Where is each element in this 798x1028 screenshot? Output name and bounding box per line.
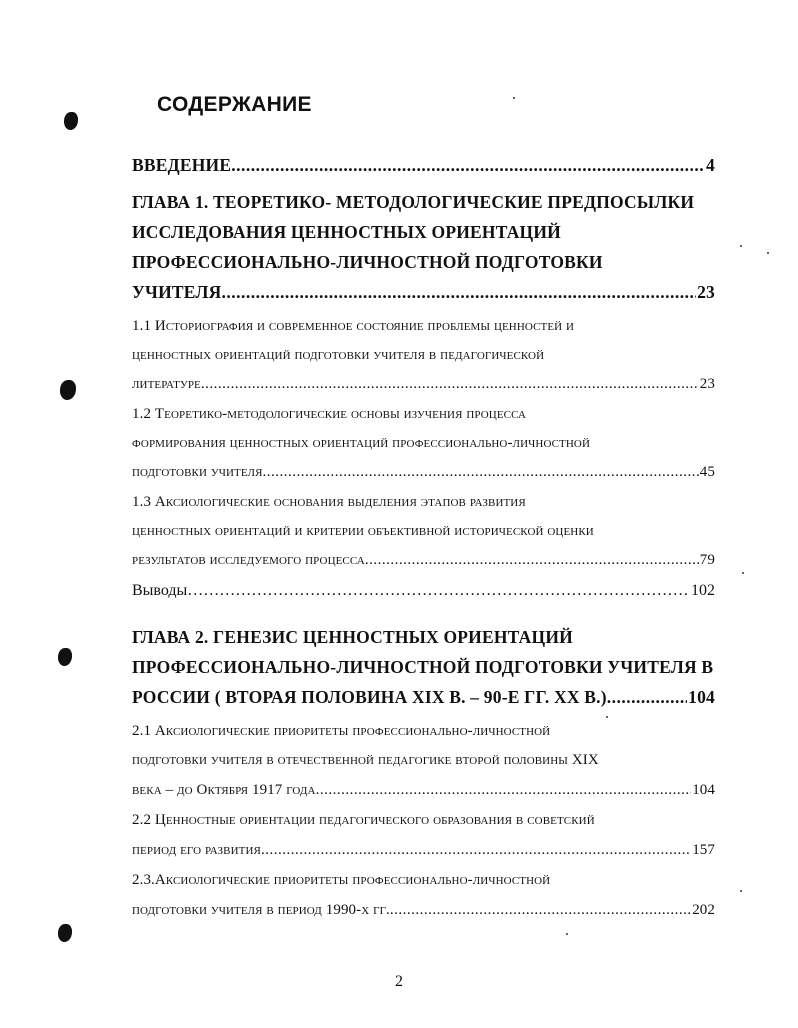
toc-section-line [132, 523, 715, 540]
toc-chapter1-line [132, 192, 715, 213]
toc-line-text: ценностных ориентаций подготовки учителя в педагогической [132, 347, 545, 363]
toc-entry-chapter2 [132, 687, 715, 708]
toc-page-number: 157 [692, 842, 715, 858]
scan-speck [767, 252, 769, 254]
toc-page-number: 102 [691, 582, 715, 599]
scan-speck [566, 933, 568, 935]
toc-entry-intro [132, 155, 715, 176]
toc-leader-dots [261, 842, 691, 859]
toc-page-number: 45 [699, 464, 715, 480]
scan-speck [742, 572, 744, 574]
toc-leader-dots [187, 582, 690, 600]
toc-line-text: 2.2 Ценностные ориентации педагогического образования в советский [132, 812, 595, 828]
toc-leader-dots [390, 902, 691, 919]
toc-entry-1-2 [132, 464, 715, 481]
toc-section-line [132, 435, 715, 452]
toc-page-number: 202 [692, 902, 715, 918]
toc-chapter2-line [132, 627, 715, 648]
toc-line-text: УЧИТЕЛЯ [132, 282, 222, 302]
toc-leader-dots [222, 282, 697, 303]
scan-speck [740, 245, 742, 247]
binder-hole-mark [60, 380, 76, 400]
binder-hole-mark [58, 924, 72, 942]
toc-entry-1-3 [132, 552, 715, 569]
toc-chapter2-line [132, 657, 715, 678]
page-number: 2 [395, 973, 403, 990]
toc-page-number: 79 [699, 552, 715, 568]
toc-line-text: ГЛАВА 1. ТЕОРЕТИКО- МЕТОДОЛОГИЧЕСКИЕ ПРЕДПОСЫЛКИ [132, 192, 695, 212]
toc-line-text: 1.3 Аксиологические основания выделения этапов развития [132, 494, 526, 510]
toc-section-line [132, 347, 715, 364]
toc-line-text: РОССИИ ( ВТОРАЯ ПОЛОВИНА XIX В. – 90-Е ГГ. XX В.) [132, 687, 607, 707]
toc-leader-dots [201, 376, 699, 393]
toc-line-text: века – до Октября 1917 года [132, 782, 316, 798]
page-title: СОДЕРЖАНИЕ [157, 93, 312, 116]
toc-line-text: ценностных ориентаций и критерии объективной исторической оценки [132, 523, 594, 539]
toc-entry-1-1 [132, 376, 715, 393]
toc-section-line [132, 812, 715, 829]
scan-speck [513, 97, 515, 99]
toc-line-text: подготовки учителя в период 1990-х гг. [132, 902, 390, 918]
toc-leader-dots [231, 155, 705, 176]
toc-section-line [132, 752, 715, 769]
toc-line-text: 1.2 Теоретико-методологические основы изучения процесса [132, 406, 527, 422]
toc-line-text: подготовки учителя в отечественной педагогике второй половины XIX [132, 752, 599, 768]
toc-page-number: 23 [697, 282, 715, 302]
toc-line-text: литературе [132, 376, 201, 392]
toc-line-text: 2.1 Аксиологические приоритеты профессионально-личностной [132, 723, 551, 739]
toc-chapter1-line [132, 252, 715, 273]
toc-entry-2-3 [132, 902, 715, 919]
toc-line-text: результатов исследуемого процесса [132, 552, 365, 568]
toc-line-text: ИССЛЕДОВАНИЯ ЦЕННОСТНЫХ ОРИЕНТАЦИЙ [132, 222, 561, 242]
scan-speck [740, 890, 742, 892]
toc-line-text: формирования ценностных ориентаций профессионально-личностной [132, 435, 591, 451]
toc-page-number: 4 [706, 155, 715, 175]
toc-entry-conclusions [132, 582, 715, 600]
toc-chapter1-line [132, 222, 715, 243]
toc-line-text: подготовки учителя [132, 464, 263, 480]
toc-leader-dots [263, 464, 699, 481]
toc-section-line [132, 406, 715, 423]
toc-leader-dots [365, 552, 699, 569]
toc-line-text: Выводы [132, 582, 188, 599]
toc-line-text: ГЛАВА 2. ГЕНЕЗИС ЦЕННОСТНЫХ ОРИЕНТАЦИЙ [132, 627, 573, 647]
toc-section-line [132, 318, 715, 335]
toc-entry-title: ВВЕДЕНИЕ [132, 155, 232, 175]
toc-section-line [132, 723, 715, 740]
toc-entry-2-1 [132, 782, 715, 799]
toc-page-number: 23 [699, 376, 715, 392]
toc-page-number: 104 [688, 687, 715, 707]
binder-hole-mark [58, 648, 72, 666]
toc-page-number: 104 [692, 782, 715, 798]
toc-line-text: ПРОФЕССИОНАЛЬНО-ЛИЧНОСТНОЙ ПОДГОТОВКИ УЧИТЕЛЯ В [132, 657, 714, 677]
binder-hole-mark [64, 112, 78, 130]
toc-leader-dots [316, 782, 692, 799]
toc-entry-2-2 [132, 842, 715, 859]
toc-section-line [132, 872, 715, 889]
toc-line-text: ПРОФЕССИОНАЛЬНО-ЛИЧНОСТНОЙ ПОДГОТОВКИ [132, 252, 603, 272]
toc-section-line [132, 494, 715, 511]
toc-line-text: 1.1 Историография и современное состояние проблемы ценностей и [132, 318, 575, 334]
toc-leader-dots [607, 687, 687, 708]
toc-line-text: 2.3.Аксиологические приоритеты профессионально-личностной [132, 872, 551, 888]
scan-speck [606, 716, 608, 718]
toc-line-text: период его развития [132, 842, 261, 858]
toc-entry-chapter1 [132, 282, 715, 303]
